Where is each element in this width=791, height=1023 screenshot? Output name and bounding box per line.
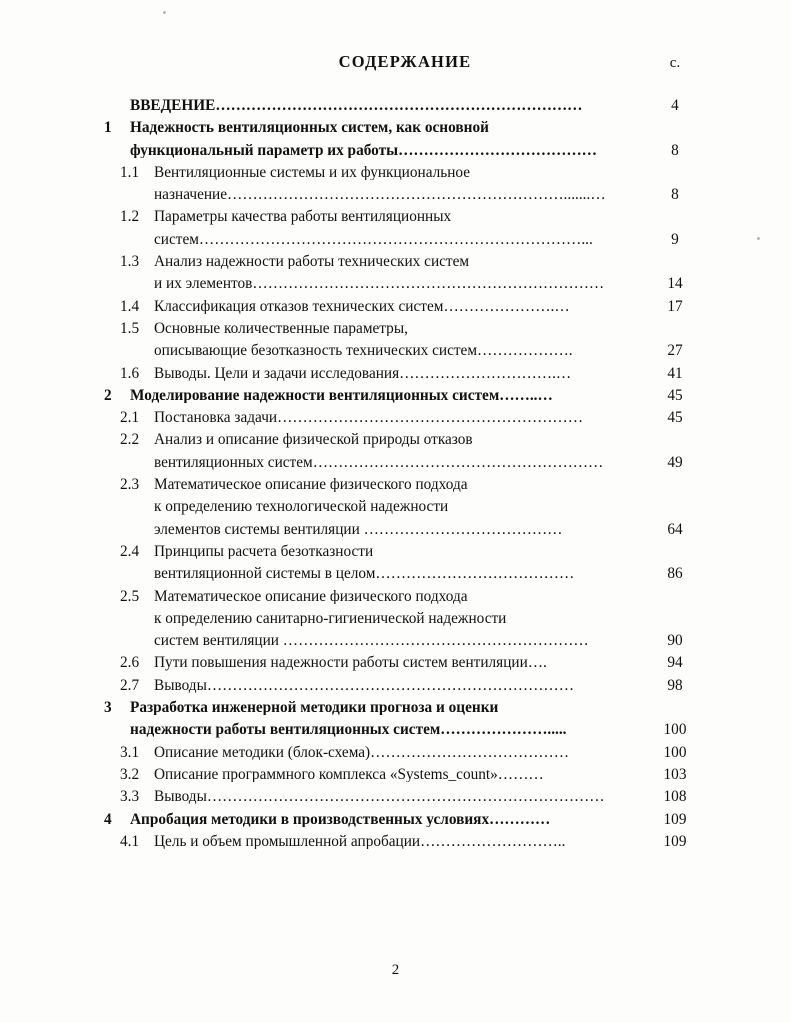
toc-entry[interactable] [104,410,704,425]
toc-entry-body [104,388,646,403]
toc-entry-body [104,254,646,292]
toc-entry-number: 2.4 [120,543,140,560]
toc-entry-number: 1.3 [120,254,140,270]
toc-entry-body [104,410,646,425]
toc-entry-page-number: 109 [663,832,687,850]
toc-entry-first-line [120,678,646,693]
toc-entry-wrap-line [104,722,646,737]
toc-entry-body [104,120,646,158]
toc-entry-first-line [120,299,646,314]
toc-entry-text: к определению технологической надежности [154,499,449,515]
toc-entry-body [104,299,646,314]
toc-entry-first-line [120,165,646,180]
toc-entry-wrap-line [120,611,646,626]
toc-entry-number: 1.6 [120,365,140,381]
toc-entry-first-line [120,432,646,447]
toc-entry-first-line [120,544,646,559]
toc-entry-number: 4.1 [120,833,140,850]
toc-entry-page-number: 98 [667,676,683,694]
toc-entry-page-number: 90 [667,632,683,650]
toc-entry-number: 1.1 [120,164,140,181]
toc-entry-page-number: 8 [671,186,679,204]
toc-entry-page-number: 86 [667,565,683,583]
toc-entry-wrap-line [120,522,646,537]
toc-entry-wrap-line [104,143,646,158]
toc-header [104,52,704,72]
toc-entry-first-line [120,767,646,782]
toc-entry[interactable] [104,834,704,849]
toc-entry-first-line [120,589,646,604]
toc-entry[interactable] [104,767,704,782]
toc-entry-page-number: 64 [667,520,683,538]
toc-entry-wrap-line [120,566,646,581]
toc-entry-text: Моделирование надежности вентиляционных систем……..… [130,387,553,404]
toc-entry-number: 1 [104,120,112,136]
toc-entry-wrap-line [120,499,646,514]
toc-entry-number: 2.1 [120,410,140,426]
toc-entry[interactable] [104,209,704,247]
toc-entry-text: Основные количественные параметры, [154,320,408,337]
toc-entry-text: Анализ и описание физической природы отказов [154,432,473,448]
toc-entry-wrap-line [120,455,646,470]
toc-entry[interactable] [104,120,704,158]
scan-speck [163,11,166,14]
toc-entry-page-number: 4 [671,97,679,114]
toc-entry-text: систем…………………………………………………………………... [154,231,593,248]
toc-entry-first-line [120,655,646,670]
toc-entry-page-number: 100 [663,721,687,739]
toc-entry-text: Надежность вентиляционных систем, как основной [130,120,489,136]
toc-entry-text: Вентиляционные системы и их функциональное [154,164,471,181]
toc-entry-first-line [120,834,646,849]
toc-entry-page-number: 41 [667,364,683,382]
toc-entry-text: описывающие безотказность технических систем………………. [154,343,573,359]
toc-entry-text: систем вентиляции …………………………………………………… [154,633,589,649]
toc-entry-body [104,321,646,359]
toc-entry-number: 1.5 [120,320,140,337]
toc-entry-first-line [120,410,646,425]
toc-entry-page-number: 17 [667,297,683,315]
toc-entry-text: Математическое описание физического подхода [154,588,468,604]
toc-entry-first-line [120,789,646,804]
toc-entry-text: Разработка инженерной методики прогноза и оценки [130,700,499,716]
toc-entry-number: 1.4 [120,298,140,314]
toc-entry-body [104,767,646,782]
toc-entry-first-line [120,366,646,381]
toc-entry-text: Параметры качества работы вентиляционных [154,209,452,225]
toc-entry-body [104,477,646,537]
toc-entry-text: и их элементов…………………………………………………………… [154,276,605,292]
toc-entry-wrap-line [120,343,646,358]
footer-page-number: 2 [391,962,400,978]
toc-entry-number: 4 [104,811,112,827]
toc-entry[interactable] [104,700,704,738]
toc-entry-wrap-line [120,633,646,648]
toc-entry-text: Постановка задачи…………………………………………………… [154,410,584,426]
toc-entry-first-line [104,120,646,135]
toc-entry-page-number: 100 [663,743,687,761]
toc-entry-text: ВВЕДЕНИЕ……………………………………………………………… [130,98,583,114]
page-title: СОДЕРЖАНИЕ [338,52,472,71]
toc-entry-first-line [104,388,646,403]
toc-entry-body [104,834,646,849]
toc-entry-body [104,789,646,804]
toc-entry[interactable] [104,812,704,827]
toc-entry-text: Выводы……………………………………………………………… [154,677,574,694]
toc-entry[interactable] [104,745,704,760]
toc-entry[interactable] [104,655,704,670]
toc-entry-number: 3.3 [120,789,140,805]
toc-entry-text: Выводы…………………………………………………………………… [154,789,605,805]
toc-entry-body [104,700,646,738]
toc-entry[interactable] [104,254,704,292]
scan-speck [757,237,760,240]
toc-entry-text: Выводы. Цели и задачи исследования………………………….… [154,365,572,381]
toc-entry-body [104,366,646,381]
toc-entry-text: функциональный параметр их работы………………………………… [130,142,597,158]
toc-entry-text: назначение………………………………………………………….......… [154,187,606,203]
toc-entry-text: Пути повышения надежности работы систем вентиляции…. [154,655,547,671]
toc-entry-page-number: 103 [663,765,687,783]
toc-entry-body [104,165,646,203]
toc-entry-text: элементов системы вентиляции ………………………………… [154,521,563,537]
toc-entry-number: 3.1 [120,744,140,760]
toc-entry-first-line [104,98,646,113]
toc-entry-page-number: 108 [663,788,687,806]
toc-entry-body [104,544,646,582]
toc-entry-page-number: 109 [663,810,687,828]
toc-entry-wrap-line [120,232,646,247]
toc-entry-text: вентиляционных систем………………………………………………… [154,454,604,471]
toc-entry-first-line [120,209,646,224]
toc-entry-body [104,209,646,247]
toc-entry-text: Апробация методики в производственных условиях………… [130,811,551,827]
toc-entry[interactable] [104,321,704,359]
toc-entry-number: 3.2 [120,766,140,783]
toc-entry-first-line [104,700,646,715]
toc-entry-number: 2.5 [120,588,140,604]
toc-entry-text: Принципы расчета безотказности [154,543,374,560]
toc-entry-number: 2.6 [120,655,140,671]
toc-entry[interactable] [104,789,704,804]
toc-entry-text: Анализ надежности работы технических систем [154,254,470,270]
toc-entry-number: 2.7 [120,677,140,694]
toc-entry-page-number: 49 [667,453,683,471]
toc-entry[interactable] [104,589,704,649]
toc-entry-first-line [104,812,646,827]
toc-entry-body [104,432,646,470]
toc-entry-text: Описание программного комплекса «Systems_count»……… [154,766,544,783]
toc-entry-text: Математическое описание физического подхода [154,477,468,493]
toc-entry-wrap-line [120,187,646,202]
toc-entry-wrap-line [120,276,646,291]
toc-entry-first-line [120,254,646,269]
toc-entry-text: Классификация отказов технических систем………………….… [154,298,570,314]
toc-entry-number: 2.2 [120,432,140,448]
toc-entry-text: надежности работы вентиляционных систем…………………..... [130,722,567,738]
toc-entry-text: вентиляционной системы в целом………………………………… [154,566,575,582]
toc-entry-number: 1.2 [120,209,140,225]
toc-entry-page-number: 9 [671,230,679,248]
toc-entry[interactable] [104,366,704,381]
toc-entry-text: Цель и объем промышленной апробации……………………….. [154,833,566,850]
toc-entry-body [104,812,646,827]
toc-entry-number: 2.3 [120,477,140,493]
toc-entry[interactable] [104,477,704,537]
toc-entry-body [104,98,646,113]
toc-entry-page-number: 45 [667,386,683,404]
toc-entry-page-number: 27 [667,342,683,360]
toc-entry[interactable] [104,299,704,314]
toc-entry[interactable] [104,98,704,113]
toc-entry[interactable] [104,388,704,403]
toc-entry-list [104,98,704,849]
toc-entry-body [104,745,646,760]
toc-entry-first-line [120,477,646,492]
toc-entry-page-number: 94 [667,654,683,672]
toc-entry-body [104,589,646,649]
toc-entry-body [104,655,646,670]
toc-entry-text: к определению санитарно-гигиенической надежности [154,610,507,627]
toc-entry[interactable] [104,544,704,582]
page-column-label: с. [669,55,681,71]
toc-entry-first-line [120,745,646,760]
toc-entry[interactable] [104,165,704,203]
toc-entry-page-number: 8 [671,141,679,159]
toc-entry-number: 2 [104,387,112,404]
toc-entry-page-number: 14 [667,275,683,293]
toc-entry-body [104,678,646,693]
toc-entry[interactable] [104,678,704,693]
toc-entry[interactable] [104,432,704,470]
toc-entry-number: 3 [104,700,112,716]
toc-entry-text: Описание методики (блок-схема)………………………………… [154,744,570,760]
toc-content [104,52,704,856]
toc-entry-page-number: 45 [667,409,683,427]
toc-entry-first-line [120,321,646,336]
